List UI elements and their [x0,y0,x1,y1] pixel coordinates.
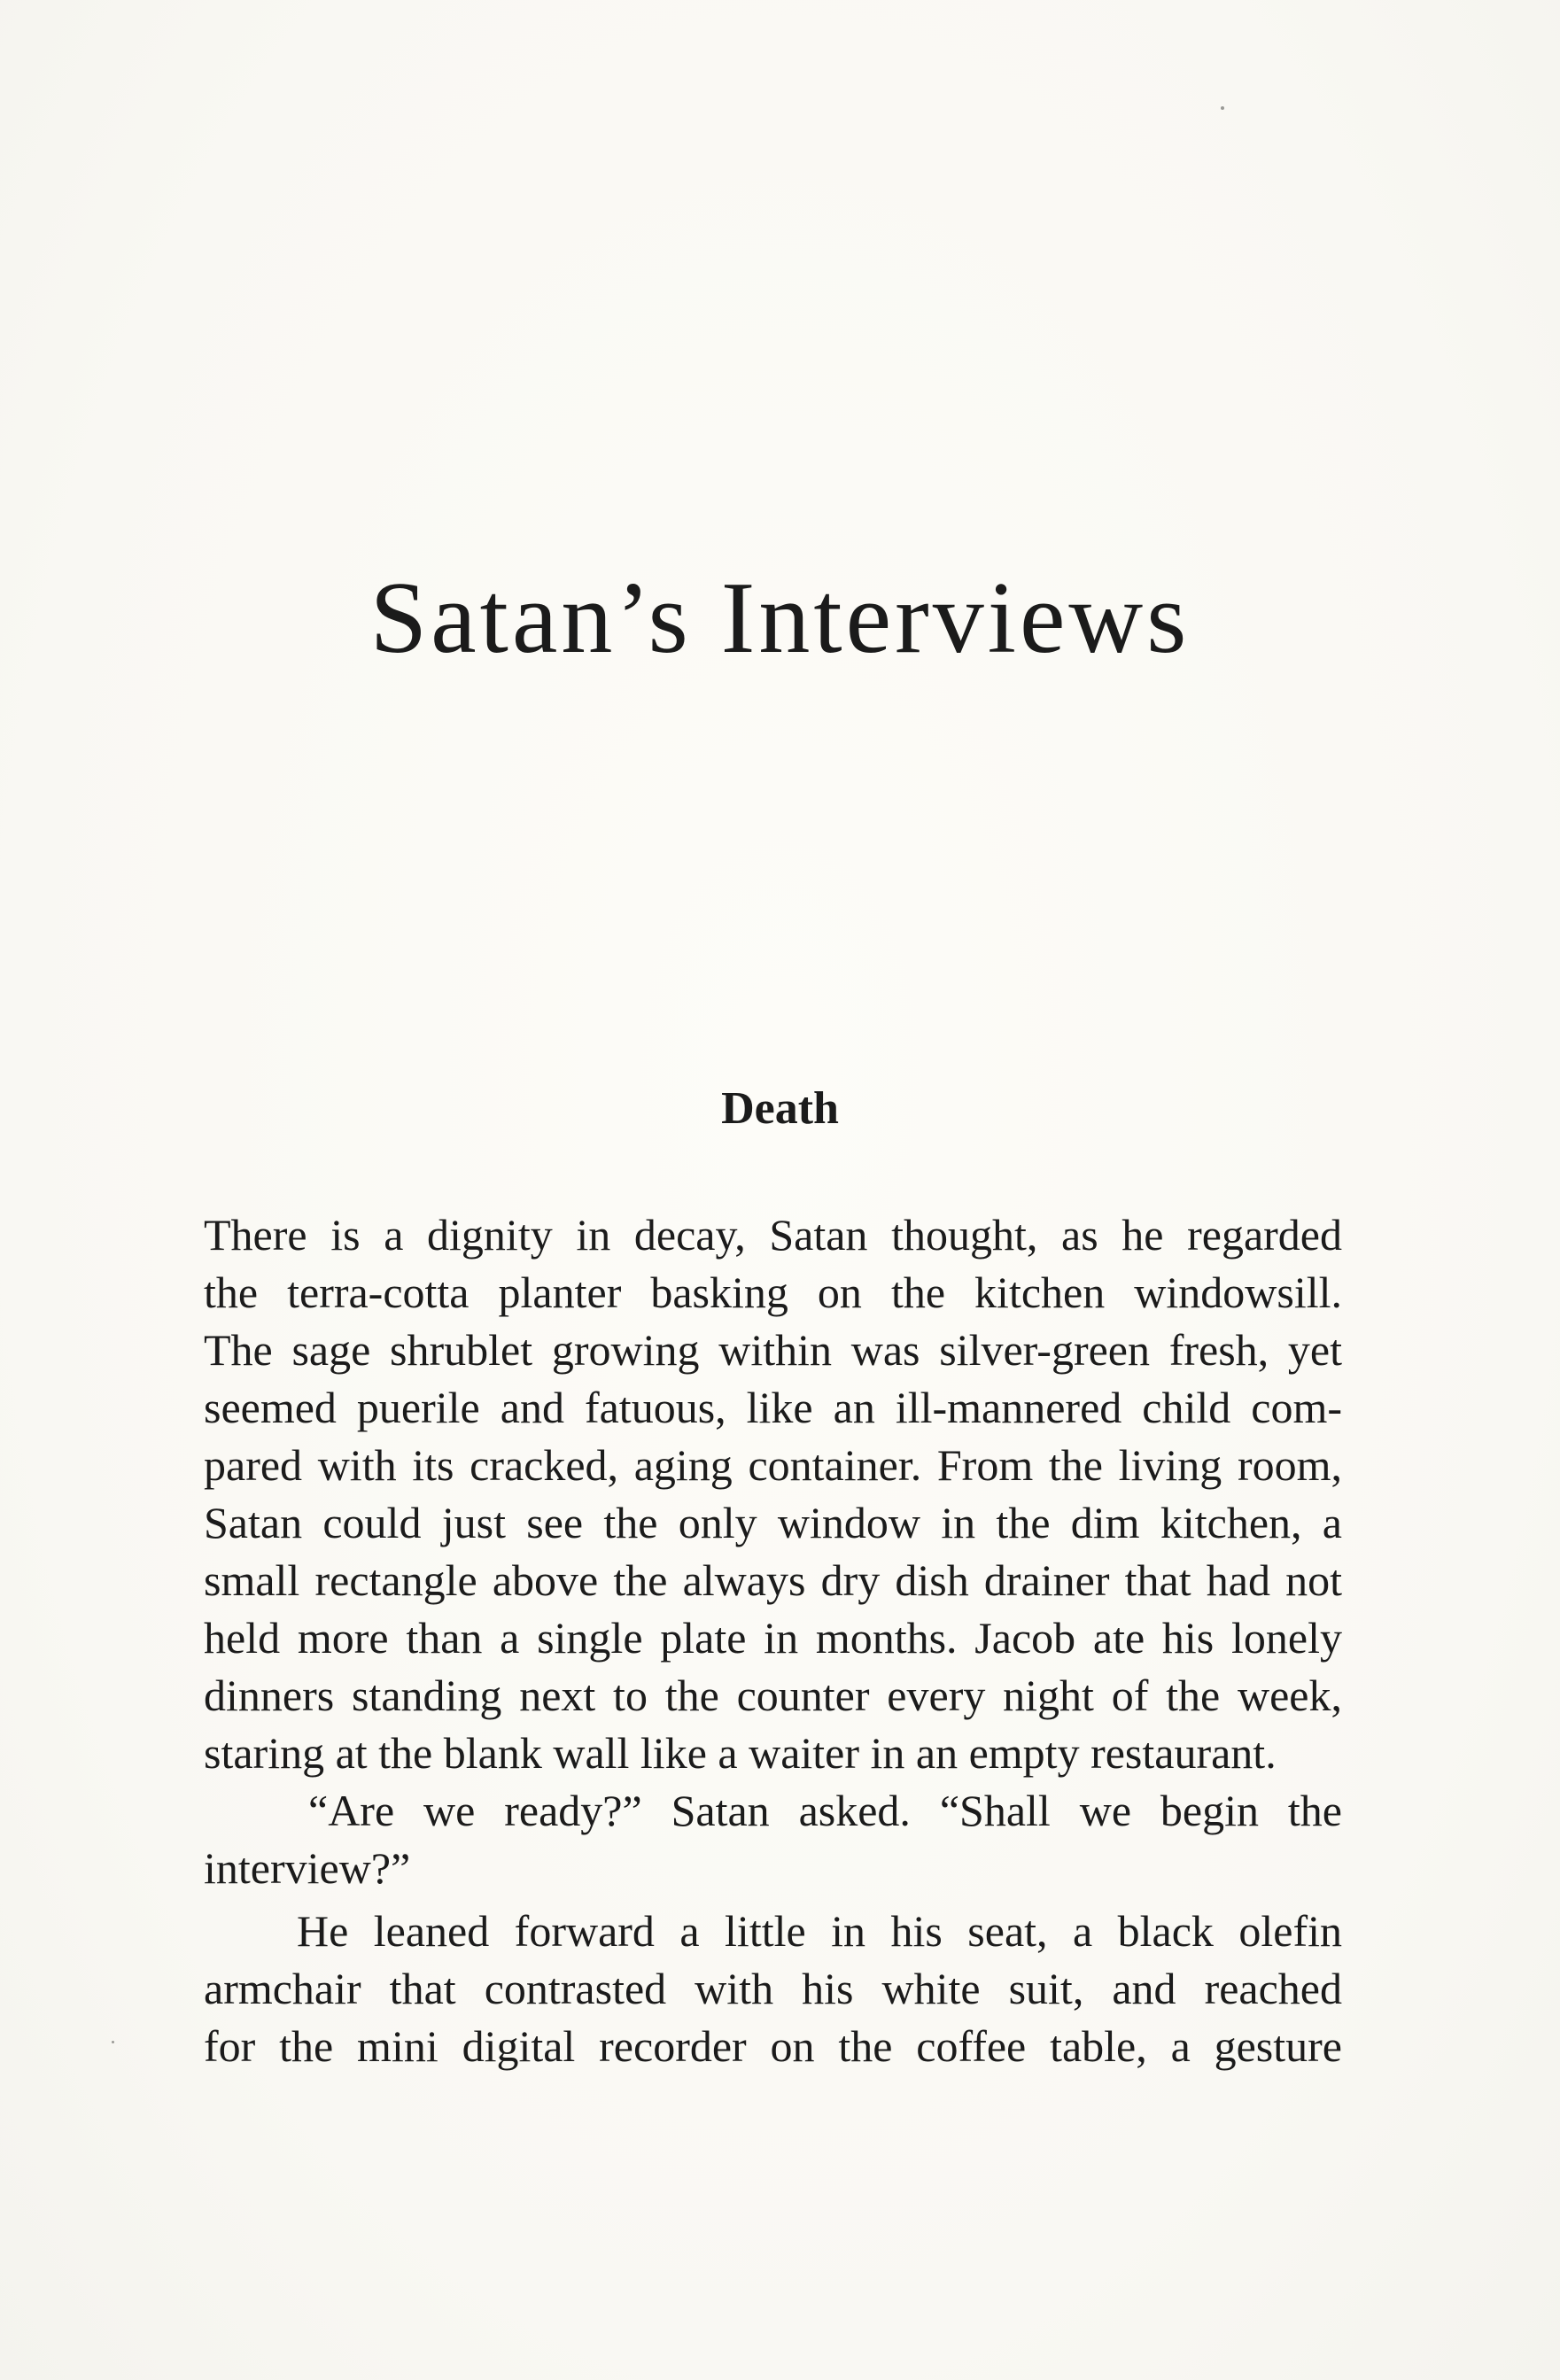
text-line: pared with its cracked, aging container. From the living room, [204,1440,1342,1490]
text-line: for the mini digital recorder on the coffee table, a gesture [204,2021,1342,2071]
book-title: Satan’s Interviews [369,562,1191,675]
paper-speck [1221,106,1224,110]
text-line: small rectangle above the always dry dish drainer that had not [204,1555,1342,1605]
chapter-body [204,1206,1342,2075]
text-line: There is a dignity in decay, Satan thought, as he regarded [204,1210,1342,1260]
text-line: seemed puerile and fatuous, like an ill-mannered child com- [204,1383,1342,1432]
text-line: Satan could just see the only window in the dim kitchen, a [204,1498,1342,1547]
text-line: “Are we ready?” Satan asked. “Shall we begin the [308,1786,1342,1835]
paper-speck [112,2041,114,2043]
text-line: interview?” [204,1843,411,1893]
text-line: dinners standing next to the counter every night of the week, [204,1671,1342,1720]
chapter-title: Death [721,1083,839,1134]
text-line: the terra-cotta planter basking on the kitchen windowsill. [204,1268,1342,1317]
text-line: armchair that contrasted with his white suit, and reached [204,1964,1342,2013]
text-line: held more than a single plate in months. Jacob ate his lonely [204,1613,1342,1663]
text-line: staring at the blank wall like a waiter in an empty restaurant. [204,1728,1277,1778]
text-line: He leaned forward a little in his seat, a black olefin [297,1906,1342,1956]
text-line: The sage shrublet growing within was silver-green fresh, yet [204,1325,1342,1375]
